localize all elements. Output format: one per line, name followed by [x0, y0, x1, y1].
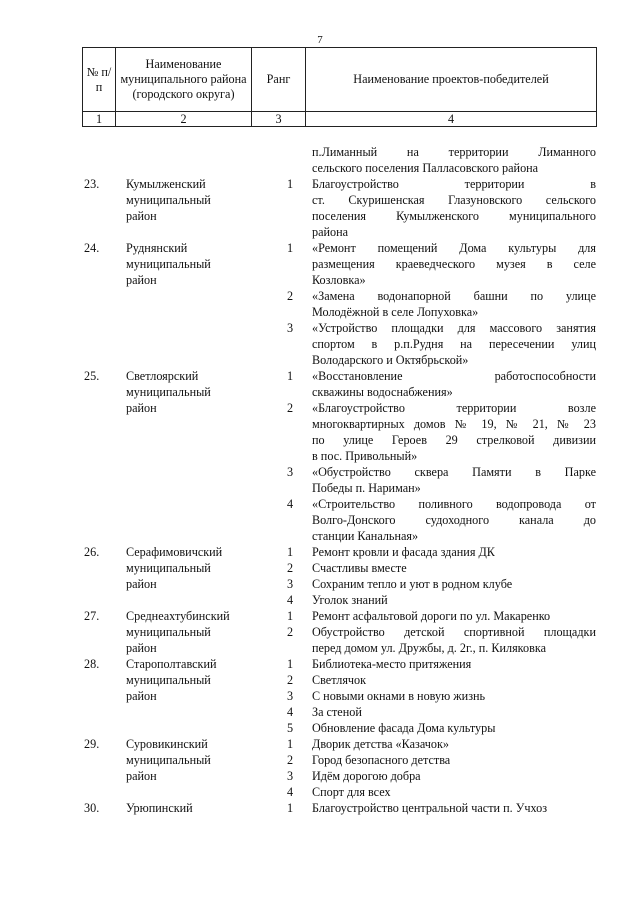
district-line: район — [126, 209, 157, 223]
project-item — [268, 176, 596, 240]
project-name — [312, 592, 596, 608]
district-name — [112, 800, 268, 816]
project-item — [268, 608, 596, 624]
column-number-1: 1 — [83, 112, 116, 127]
district-name — [112, 736, 268, 784]
table-header — [82, 47, 597, 127]
project-rank: 3 — [286, 577, 294, 591]
project-name — [312, 752, 596, 768]
row-number: 27. — [84, 609, 100, 623]
project-rank: 1 — [286, 369, 294, 383]
district-line: район — [126, 577, 157, 591]
district-line: район — [126, 689, 157, 703]
project-line: спортом в р.п.Рудня на пересечении улиц — [312, 337, 596, 351]
project-name — [312, 544, 596, 560]
project-line: Дворик детства «Казачок» — [312, 737, 449, 751]
project-line: района — [312, 225, 349, 239]
district-line: район — [126, 641, 157, 655]
project-line: Володарского и Октябрьской» — [312, 353, 469, 367]
district-name — [112, 608, 268, 656]
column-number-2: 2 — [116, 112, 252, 127]
project-line: С новыми окнами в новую жизнь — [312, 689, 486, 703]
header-number: № п/п — [83, 48, 116, 112]
district-line: район — [126, 273, 157, 287]
project-line: Ремонт асфальтовой дороги по ул. Макаренко — [312, 609, 551, 623]
project-item — [268, 464, 596, 496]
project-line: «Ремонт помещений Дома культуры для — [312, 241, 596, 255]
project-item — [268, 288, 596, 320]
project-rank: 4 — [286, 593, 294, 607]
table-body — [84, 144, 596, 816]
project-name — [312, 784, 596, 800]
project-line: перед домом ул. Дружбы, д. 2г., п. Киляковка — [312, 641, 546, 655]
project-item — [268, 576, 596, 592]
project-name — [312, 656, 596, 672]
project-item — [268, 544, 596, 560]
project-name — [312, 176, 596, 240]
project-name — [312, 608, 596, 624]
project-item — [268, 496, 596, 544]
table-row — [84, 544, 596, 608]
project-item — [268, 784, 596, 800]
project-line: по улице Героев 29 стрелковой дивизии — [312, 433, 596, 447]
district-line: муниципальный — [126, 193, 211, 207]
project-item — [268, 368, 596, 400]
project-line: Обновление фасада Дома культуры — [312, 721, 496, 735]
project-rank: 1 — [286, 609, 294, 623]
continuation-line: сельского поселения Палласовского района — [312, 161, 539, 175]
continuation-line: п.Лиманный на территории Лиманного — [312, 145, 596, 159]
project-line: Волго-Донского судоходного канала до — [312, 513, 596, 527]
project-item — [268, 752, 596, 768]
project-item — [268, 688, 596, 704]
row-number: 23. — [84, 177, 100, 191]
row-number: 28. — [84, 657, 100, 671]
district-line: Кумылженский — [126, 177, 206, 191]
project-line: Идём дорогою добра — [312, 769, 421, 783]
district-line: муниципальный — [126, 561, 211, 575]
project-line: Ремонт кровли и фасада здания ДК — [312, 545, 495, 559]
project-item — [268, 656, 596, 672]
row-number: 30. — [84, 801, 100, 815]
table-row — [84, 800, 596, 816]
project-rank: 2 — [286, 753, 294, 767]
project-line: Козловка» — [312, 273, 366, 287]
project-item — [268, 624, 596, 656]
district-line: муниципальный — [126, 257, 211, 271]
district-line: муниципальный — [126, 625, 211, 639]
project-rank: 2 — [286, 401, 294, 415]
project-item — [268, 768, 596, 784]
project-line: Обустройство детской спортивной площадки — [312, 625, 596, 639]
project-rank: 3 — [286, 321, 294, 335]
project-name — [312, 768, 596, 784]
project-rank: 1 — [286, 801, 294, 815]
project-item — [268, 720, 596, 736]
district-line: район — [126, 401, 157, 415]
project-line: «Строительство поливного водопровода от — [312, 497, 596, 511]
row-number: 24. — [84, 241, 100, 255]
project-line: станции Канальная» — [312, 529, 419, 543]
project-line: «Устройство площадки для массового занятия — [312, 321, 596, 335]
project-rank: 1 — [286, 657, 294, 671]
district-line: Светлоярский — [126, 369, 199, 383]
district-line: муниципальный — [126, 673, 211, 687]
project-line: «Обустройство сквера Памяти в Парке — [312, 465, 596, 479]
project-line: За стеной — [312, 705, 362, 719]
project-rank: 2 — [286, 561, 294, 575]
project-line: скважины водоснабжения» — [312, 385, 453, 399]
district-name — [112, 240, 268, 288]
project-name — [312, 576, 596, 592]
project-rank: 2 — [286, 625, 294, 639]
district-line: Среднеахтубинский — [126, 609, 230, 623]
district-line: Урюпинский — [126, 801, 193, 815]
project-line: ст. Скуришенская Глазуновского сельского — [312, 193, 596, 207]
district-line: Серафимовичский — [126, 545, 223, 559]
project-name — [312, 624, 596, 656]
table-row — [84, 608, 596, 656]
project-rank: 1 — [286, 545, 294, 559]
header-rank: Ранг — [252, 48, 306, 112]
district-line: район — [126, 769, 157, 783]
project-line: Город безопасного детства — [312, 753, 451, 767]
district-name — [112, 368, 268, 416]
district-line: Руднянский — [126, 241, 188, 255]
district-line: муниципальный — [126, 753, 211, 767]
project-name — [312, 288, 596, 320]
project-line: Спорт для всех — [312, 785, 391, 799]
project-item — [268, 400, 596, 464]
project-item — [268, 240, 596, 288]
table-row — [84, 736, 596, 800]
project-line: Благоустройство территории в — [312, 177, 596, 191]
project-name — [312, 464, 596, 496]
project-line: Благоустройство центральной части п. Учхоз — [312, 801, 548, 815]
district-name — [112, 176, 268, 224]
project-rank: 2 — [286, 673, 294, 687]
project-line: «Благоустройство территории возле — [312, 401, 596, 415]
district-line: Старополтавский — [126, 657, 217, 671]
project-item — [268, 800, 596, 816]
project-line: многоквартирных домов № 19, № 21, № 23 — [312, 417, 596, 431]
project-rank: 3 — [286, 465, 294, 479]
project-item — [268, 672, 596, 688]
project-name — [312, 736, 596, 752]
project-name — [312, 704, 596, 720]
table-row — [84, 240, 596, 368]
project-item — [268, 560, 596, 576]
project-line: Сохраним тепло и уют в родном клубе — [312, 577, 513, 591]
project-name — [312, 320, 596, 368]
project-name — [312, 400, 596, 464]
table-row — [84, 656, 596, 736]
district-name — [112, 544, 268, 592]
row-number: 26. — [84, 545, 100, 559]
project-name — [312, 800, 596, 816]
project-name — [312, 368, 596, 400]
project-line: Уголок знаний — [312, 593, 388, 607]
project-name — [312, 688, 596, 704]
district-line: Суровикинский — [126, 737, 208, 751]
table-row — [84, 176, 596, 240]
column-number-3: 3 — [252, 112, 306, 127]
row-number: 29. — [84, 737, 100, 751]
page-number: 7 — [317, 34, 323, 46]
table-row — [84, 368, 596, 544]
project-rank: 5 — [286, 721, 294, 735]
project-item — [268, 704, 596, 720]
project-line: Библиотека-место притяжения — [312, 657, 472, 671]
project-rank: 2 — [286, 289, 294, 303]
project-rank: 3 — [286, 769, 294, 783]
project-line: Светлячок — [312, 673, 367, 687]
project-line: Счастливы вместе — [312, 561, 407, 575]
project-line: в пос. Привольный» — [312, 449, 418, 463]
header-district: Наименование муниципального района (городского округа) — [116, 48, 252, 112]
column-number-4: 4 — [306, 112, 597, 127]
project-rank: 1 — [286, 737, 294, 751]
project-item — [268, 320, 596, 368]
district-line: муниципальный — [126, 385, 211, 399]
project-name — [312, 560, 596, 576]
row-number: 25. — [84, 369, 100, 383]
project-line: «Восстановление работоспособности — [312, 369, 596, 383]
project-rank: 1 — [286, 241, 294, 255]
project-name — [312, 720, 596, 736]
project-name — [312, 240, 596, 288]
project-rank: 3 — [286, 689, 294, 703]
project-rank: 4 — [286, 497, 294, 511]
continuation-row — [84, 144, 596, 176]
project-rank: 4 — [286, 785, 294, 799]
project-name — [312, 496, 596, 544]
project-line: поселения Кумылженского муниципального — [312, 209, 596, 223]
project-name — [312, 672, 596, 688]
project-line: «Замена водонапорной башни по улице — [312, 289, 596, 303]
header-projects: Наименование проектов-победителей — [306, 48, 597, 112]
project-item — [268, 736, 596, 752]
project-rank: 1 — [286, 177, 294, 191]
project-item — [268, 592, 596, 608]
project-line: Победы п. Нариман» — [312, 481, 421, 495]
project-line: размещения краеведческого музея в селе — [312, 257, 596, 271]
project-rank: 4 — [286, 705, 294, 719]
district-name — [112, 656, 268, 704]
project-line: Молодёжной в селе Лопуховка» — [312, 305, 479, 319]
